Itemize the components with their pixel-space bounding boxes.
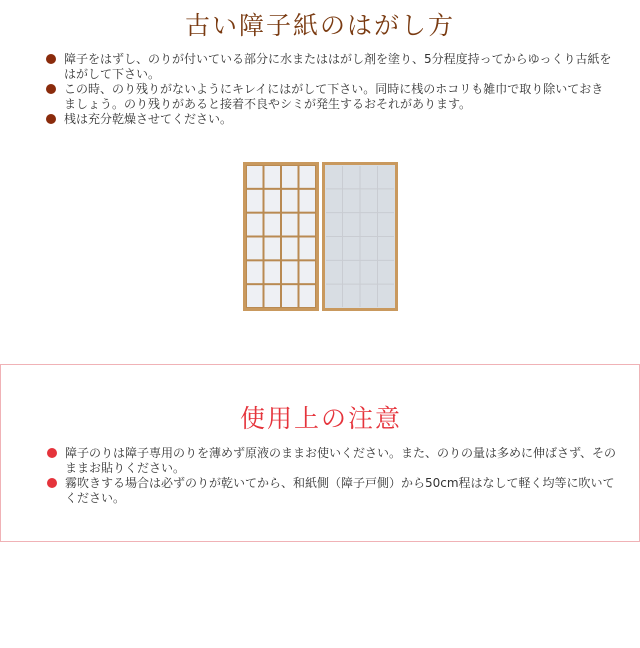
list-item: この時、のり残りがないようにキレイにはがして下さい。同時に桟のホコリも雑巾で取り除いておきましょう。のり残りがあると接着不良やシミが発生するおそれがあります。 bbox=[44, 82, 614, 112]
paper-cell bbox=[265, 238, 281, 260]
list-item: 桟は充分乾燥させてください。 bbox=[44, 112, 614, 127]
paper-cell bbox=[282, 214, 298, 236]
paper-cell bbox=[265, 214, 281, 236]
paper-cell bbox=[282, 190, 298, 212]
paper-cell bbox=[282, 238, 298, 260]
paper-cell bbox=[247, 190, 263, 212]
page-title: 古い障子紙のはがし方 bbox=[184, 11, 455, 40]
shoji-pane-paper-removed-image bbox=[322, 162, 398, 311]
paper-cell bbox=[265, 190, 281, 212]
paper-cell bbox=[300, 261, 316, 283]
paper-cell bbox=[247, 285, 263, 307]
paper-cell bbox=[282, 166, 298, 188]
paper-cell bbox=[247, 214, 263, 236]
paper-cell bbox=[300, 190, 316, 212]
shoji-pane-with-paper-image bbox=[243, 162, 319, 311]
list-item: 障子のりは障子専用のりを薄めず原液のままお使いください。また、のりの量は多めに伸ばさず、そのままお貼りください。 bbox=[45, 446, 617, 476]
paper-cell bbox=[300, 238, 316, 260]
paper-cell bbox=[300, 166, 316, 188]
paper-cell bbox=[282, 261, 298, 283]
paper-cell bbox=[300, 285, 316, 307]
paper-cell bbox=[247, 261, 263, 283]
paper-cell bbox=[247, 238, 263, 260]
paper-cell bbox=[265, 261, 281, 283]
paper-cell bbox=[265, 285, 281, 307]
paper-cell bbox=[300, 214, 316, 236]
paper-cell bbox=[282, 285, 298, 307]
caution-title: 使用上の注意 bbox=[239, 404, 402, 433]
paper-cell bbox=[265, 166, 281, 188]
list-item: 障子をはずし、のりが付いている部分に水またははがし剤を塗り、5分程度持ってからゆっくり古紙をはがして下さい。 bbox=[44, 52, 614, 82]
caution-box bbox=[0, 364, 640, 542]
instruction-list bbox=[44, 52, 614, 127]
list-item: 霧吹きする場合は必ずのりが乾いてから、和紙側（障子戸側）から50cm程はなして軽く均等に吹いてください。 bbox=[45, 476, 617, 506]
paper-cell bbox=[247, 166, 263, 188]
caution-list bbox=[45, 446, 617, 506]
